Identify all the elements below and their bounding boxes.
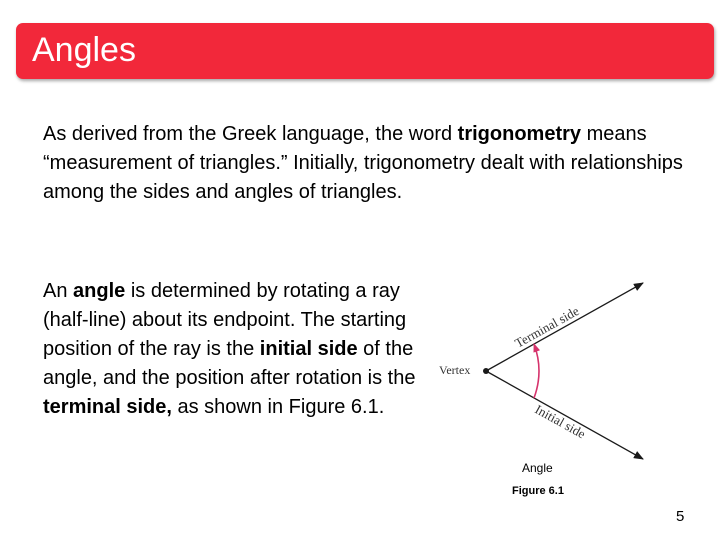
figure-caption: Figure 6.1 [512, 485, 564, 497]
angle-diagram [430, 270, 665, 480]
intro-text-2: means “measurement of triangles.” Initially, trigonometry dealt with relationships among the sides and angles of triangles. [43, 123, 683, 203]
terminal-ray [486, 283, 643, 371]
angle-text-4: as shown in Figure 6.1. [171, 396, 385, 418]
term-angle: angle [73, 280, 126, 302]
vertex-point [483, 368, 489, 374]
vertex-label: Vertex [439, 363, 471, 377]
angle-text-3: of the angle, and the position after rotation is the [43, 338, 416, 389]
angle-figure [430, 270, 665, 480]
term-trigonometry: trigonometry [457, 123, 582, 145]
slide-title: Angles [32, 31, 136, 69]
rotation-arc [534, 344, 539, 398]
angle-text-1: An [43, 280, 74, 302]
angle-text-2: is determined by rotating a ray (half-line) about its endpoint. The starting position of the ray is the [43, 280, 407, 360]
angle-paragraph [43, 277, 423, 422]
terminal-side-label: Terminal side [512, 303, 582, 351]
term-initial-side: initial side [259, 338, 358, 360]
term-terminal-side: terminal side, [43, 396, 172, 418]
title-bar [16, 23, 714, 79]
initial-side-label: Initial side [532, 401, 589, 442]
intro-text-1: As derived from the Greek language, the word [43, 123, 458, 145]
intro-paragraph [43, 120, 683, 207]
page-number: 5 [676, 508, 685, 525]
angle-label: Angle [522, 461, 553, 475]
